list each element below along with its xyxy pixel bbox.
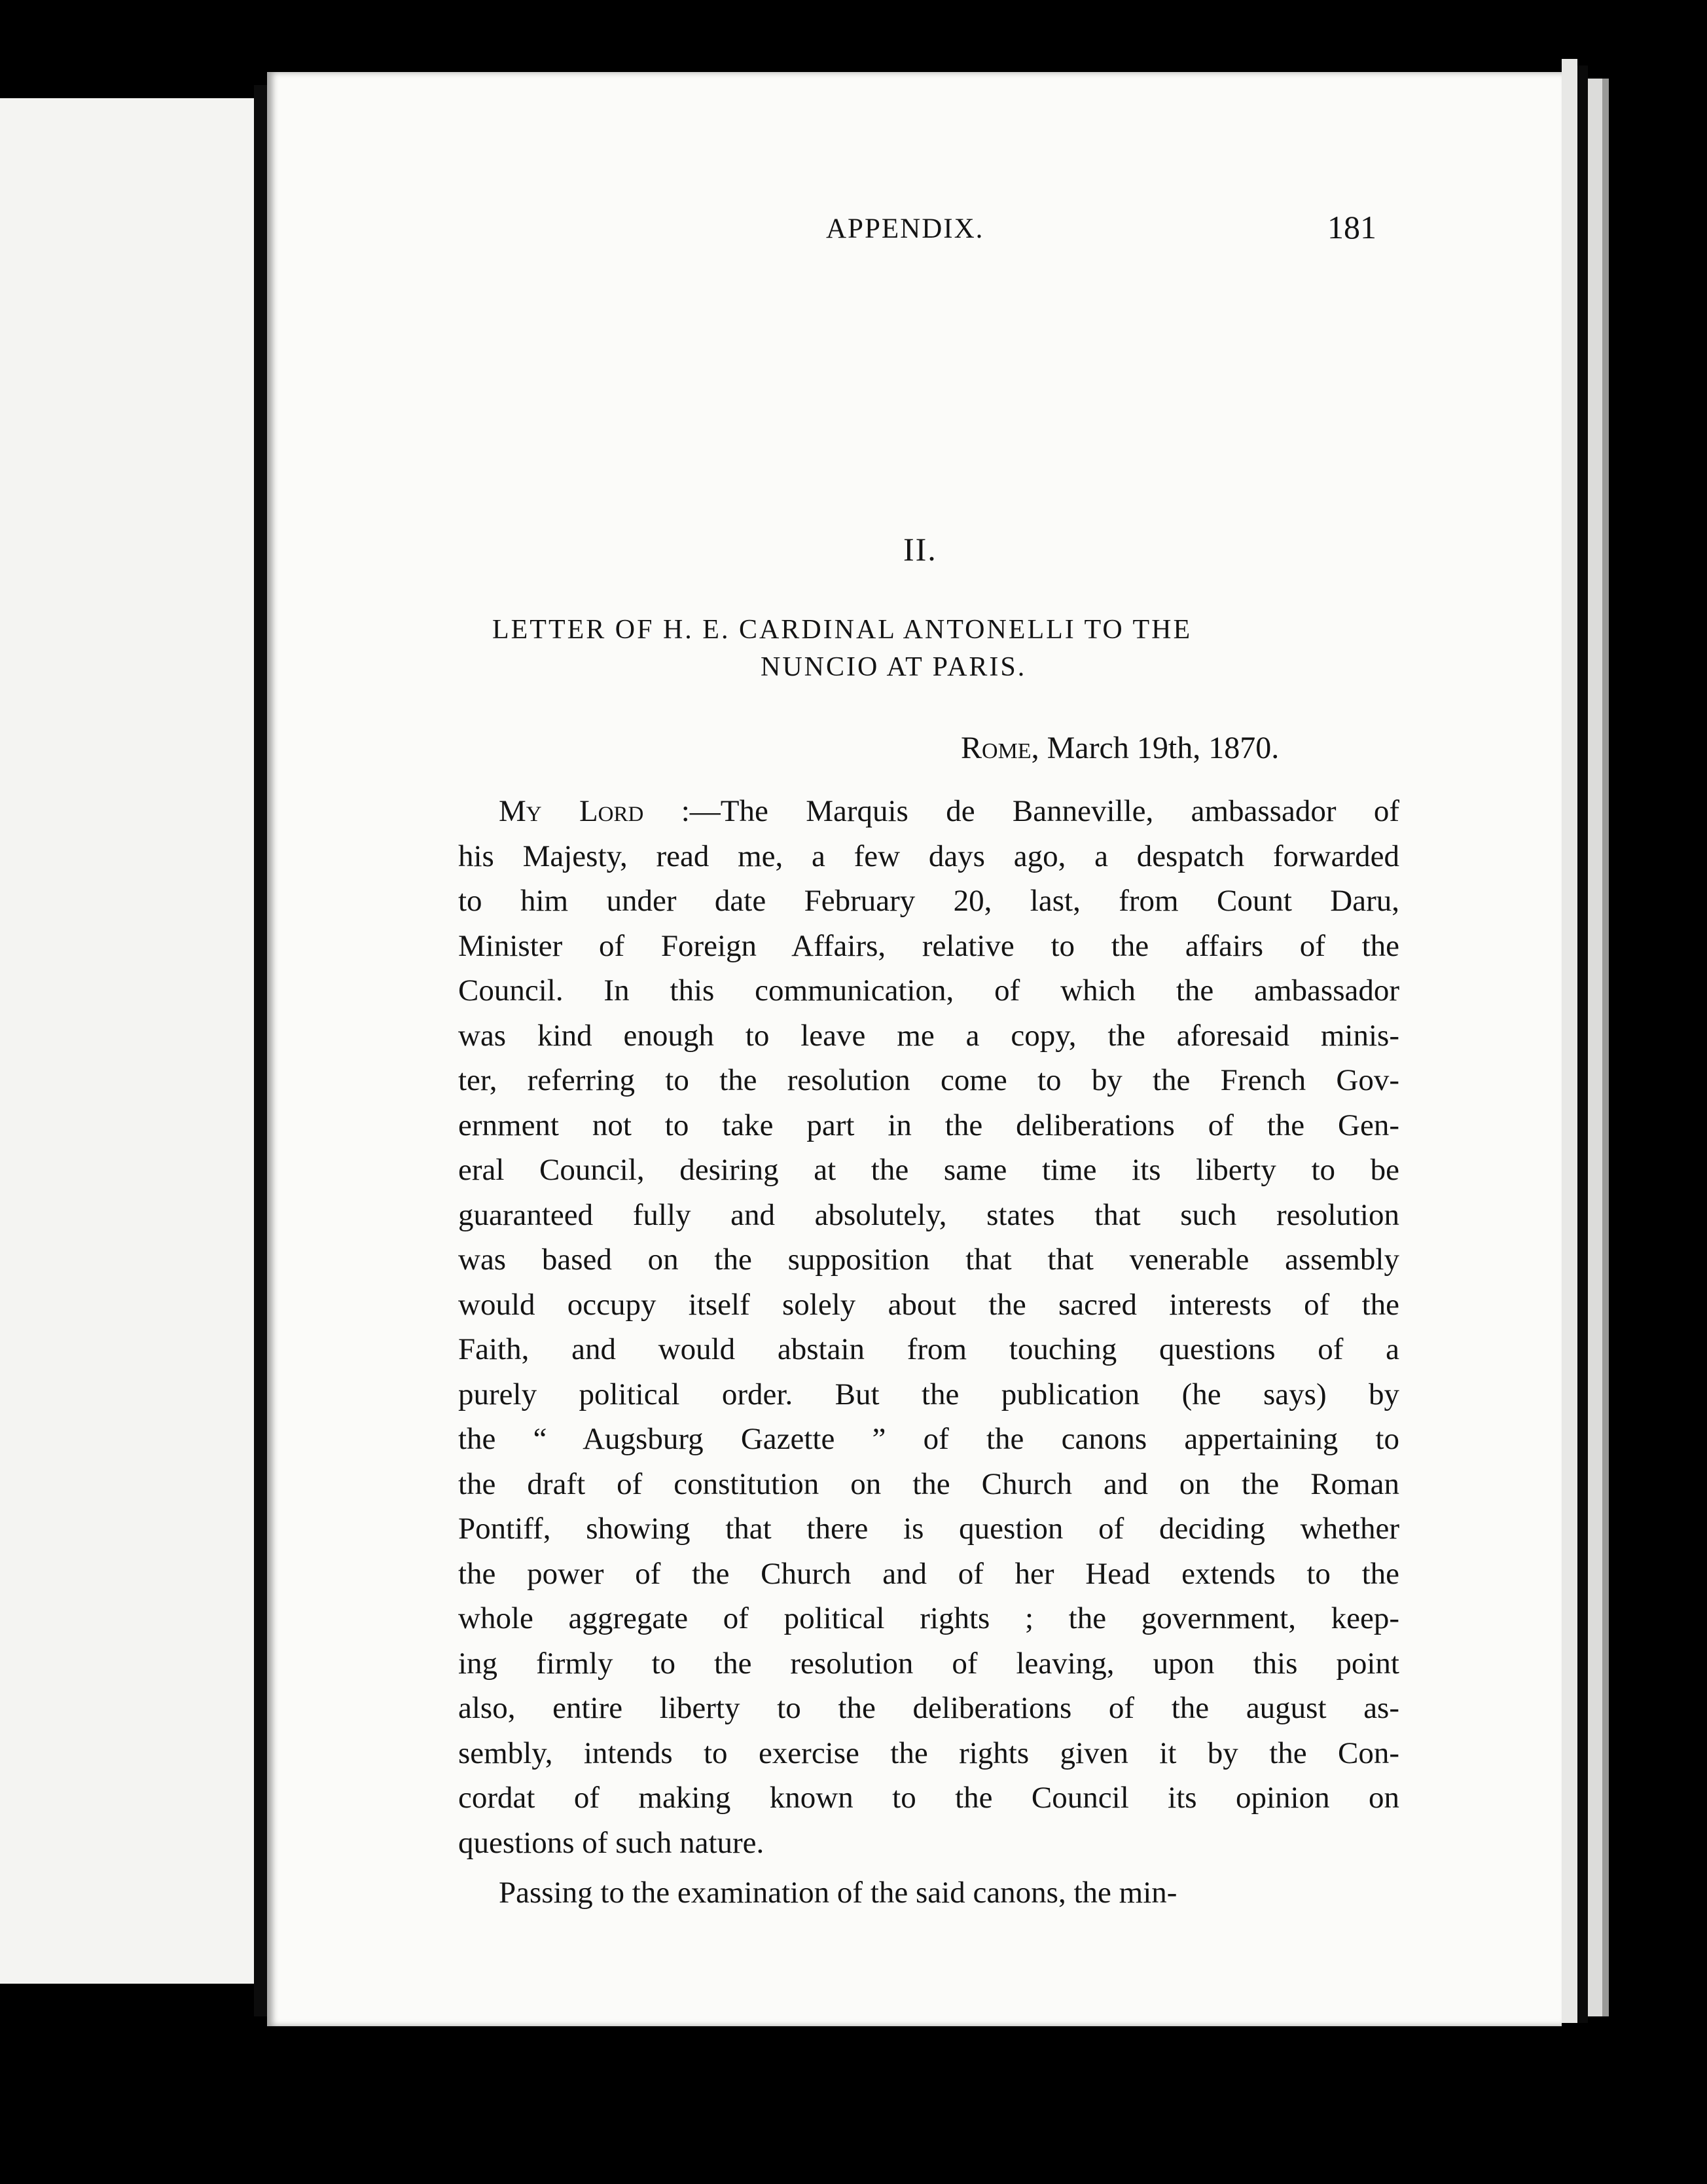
salutation: My Lord bbox=[499, 794, 644, 828]
page-edge bbox=[1562, 59, 1577, 2023]
text-line: eral Council, desiring at the same time its liberty to be bbox=[458, 1153, 1399, 1187]
page-edge-shadow bbox=[1602, 79, 1609, 2016]
section-number: II. bbox=[903, 531, 937, 568]
section-title-line-1: LETTER OF H. E. CARDINAL ANTONELLI TO THE bbox=[492, 615, 1193, 645]
text-line: was kind enough to leave me a copy, the aforesaid minis- bbox=[458, 1018, 1399, 1053]
text-line: whole aggregate of political rights ; the government, keep- bbox=[458, 1601, 1399, 1635]
page-edge bbox=[1588, 79, 1602, 2016]
section-title-line-2: NUNCIO AT PARIS. bbox=[761, 652, 1027, 682]
text-line: cordat of making known to the Council its opinion on bbox=[458, 1781, 1399, 1815]
dateline-date: March 19th, 1870. bbox=[1047, 731, 1280, 765]
text-line: the draft of constitution on the Church and on the Roman bbox=[458, 1466, 1399, 1501]
left-page-fragment bbox=[0, 98, 254, 1984]
text-line: guaranteed fully and absolutely, states that such resolution bbox=[458, 1197, 1399, 1232]
text-line: ing firmly to the resolution of leaving, upon this point bbox=[458, 1646, 1399, 1681]
paragraph-1 bbox=[458, 834, 1399, 1866]
text-line: also, entire liberty to the deliberations of the august as- bbox=[458, 1691, 1399, 1725]
dateline bbox=[961, 730, 1279, 766]
text-line: Council. In this communication, of which the ambassador bbox=[458, 974, 1399, 1008]
text-line: questions of such nature. bbox=[458, 1825, 764, 1860]
text-line: his Majesty, read me, a few days ago, a despatch forwarded bbox=[458, 839, 1399, 873]
text-line bbox=[458, 789, 1399, 834]
text-line: to him under date February 20, last, from Count Daru, bbox=[458, 884, 1399, 918]
text-line: the power of the Church and of her Head extends to the bbox=[458, 1556, 1399, 1591]
text-line: Faith, and would abstain from touching questions of a bbox=[458, 1332, 1399, 1366]
text-line: sembly, intends to exercise the rights given it by the Con- bbox=[458, 1736, 1399, 1770]
text-line: purely political order. But the publication (he says) by bbox=[458, 1377, 1399, 1411]
first-line-text: :—The Marquis de Banneville, ambassador of bbox=[681, 794, 1399, 828]
text-line: the “ Augsburg Gazette ” of the canons appertaining to bbox=[458, 1422, 1399, 1456]
text-line: ter, referring to the resolution come to by the French Gov- bbox=[458, 1063, 1399, 1097]
paragraph-2-first-line: Passing to the examination of the said canons, the min- bbox=[499, 1876, 1177, 1910]
running-head: APPENDIX. bbox=[826, 213, 984, 244]
page-edge-shadow bbox=[1577, 65, 1588, 2023]
text-line: ernment not to take part in the deliberations of the Gen- bbox=[458, 1108, 1399, 1142]
text-line: Minister of Foreign Affairs, relative to the affairs of the bbox=[458, 928, 1399, 963]
letter-body bbox=[458, 789, 1399, 1916]
text-line: Pontiff, showing that there is question of deciding whether bbox=[458, 1512, 1399, 1546]
text-line: was based on the supposition that that venerable assembly bbox=[458, 1243, 1399, 1277]
text-line: would occupy itself solely about the sacred interests of the bbox=[458, 1287, 1399, 1322]
dateline-place: Rome, bbox=[961, 731, 1039, 765]
page-number: 181 bbox=[1327, 209, 1376, 246]
